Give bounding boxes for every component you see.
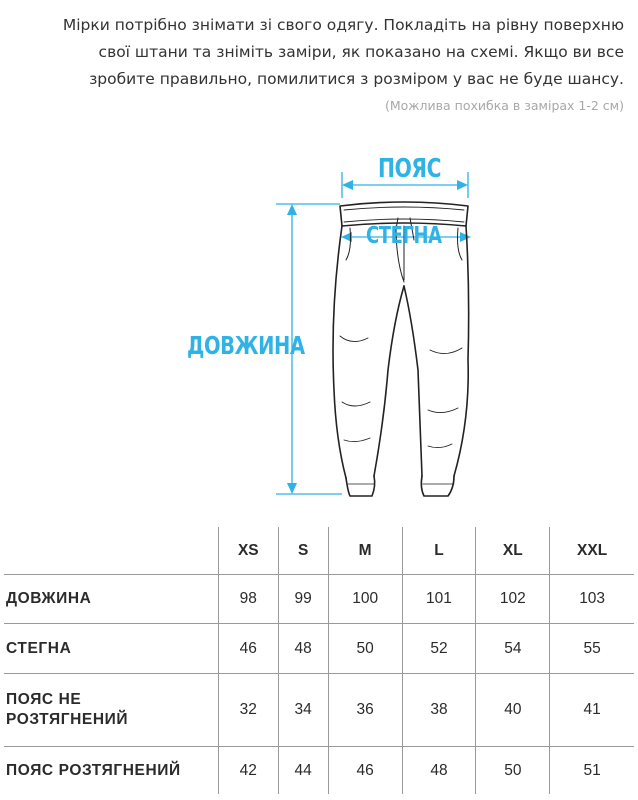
table-cell: 50 (476, 747, 550, 795)
header-m: M (328, 527, 402, 575)
table-cell: 54 (476, 624, 550, 674)
header-xs: XS (219, 527, 279, 575)
table-cell: 100 (328, 575, 402, 624)
table-cell: 46 (219, 624, 279, 674)
table-cell: 42 (219, 747, 279, 795)
header-xxl: XXL (550, 527, 634, 575)
table-cell: 46 (328, 747, 402, 795)
table-cell: 50 (328, 624, 402, 674)
pants-illustration (0, 140, 638, 510)
row-label: ПОЯС РОЗТЯГНЕНИЙ (6, 761, 181, 779)
table-row-length (4, 575, 634, 624)
header-xl: XL (476, 527, 550, 575)
table-cell: 48 (402, 747, 476, 795)
instructions-text (4, 12, 624, 93)
pants-measurement-diagram (0, 140, 638, 510)
table-cell: 55 (550, 624, 634, 674)
table-cell: 36 (328, 674, 402, 747)
table-cell: 34 (278, 674, 328, 747)
row-label-line-1: ПОЯС НЕ (6, 691, 82, 708)
table-cell: 98 (219, 575, 279, 624)
table-cell: 32 (219, 674, 279, 747)
table-cell: 51 (550, 747, 634, 795)
table-cell: 101 (402, 575, 476, 624)
table-cell: 102 (476, 575, 550, 624)
table-cell: 40 (476, 674, 550, 747)
row-label: СТЕГНА (4, 624, 219, 674)
table-cell: 41 (550, 674, 634, 747)
waist-label: ПОЯС (378, 154, 442, 184)
table-header-row (4, 527, 634, 575)
length-label: ДОВЖИНА (187, 331, 305, 360)
instructions-line-1: Мірки потрібно знімати зі свого одягу. Покладіть на рівну поверхню (62, 16, 624, 34)
table-cell: 99 (278, 575, 328, 624)
header-s: S (278, 527, 328, 575)
header-blank (4, 527, 219, 575)
table-row-waist-stretched (4, 747, 634, 795)
hips-label: СТЕГНА (366, 223, 442, 249)
table-row-waist-unstretched (4, 674, 634, 747)
table-cell: 38 (402, 674, 476, 747)
row-label (4, 674, 219, 747)
table-row-hips (4, 624, 634, 674)
instructions-line-3: зробите правильно, помилитися з розміром у вас не буде шансу. (89, 70, 624, 88)
row-label: ДОВЖИНА (4, 575, 219, 624)
table-cell: 52 (402, 624, 476, 674)
row-label-line-2: РОЗТЯГНЕНИЙ (6, 711, 129, 728)
table-cell: 44 (278, 747, 328, 795)
table-cell: 103 (550, 575, 634, 624)
table-cell: 48 (278, 624, 328, 674)
instructions-line-2: свої штани та зніміть заміри, як показано на схемі. Якщо ви все (98, 43, 624, 61)
header-l: L (402, 527, 476, 575)
size-chart-table (4, 527, 634, 794)
measurement-error-note: (Можлива похибка в замірах 1-2 см) (384, 98, 624, 113)
